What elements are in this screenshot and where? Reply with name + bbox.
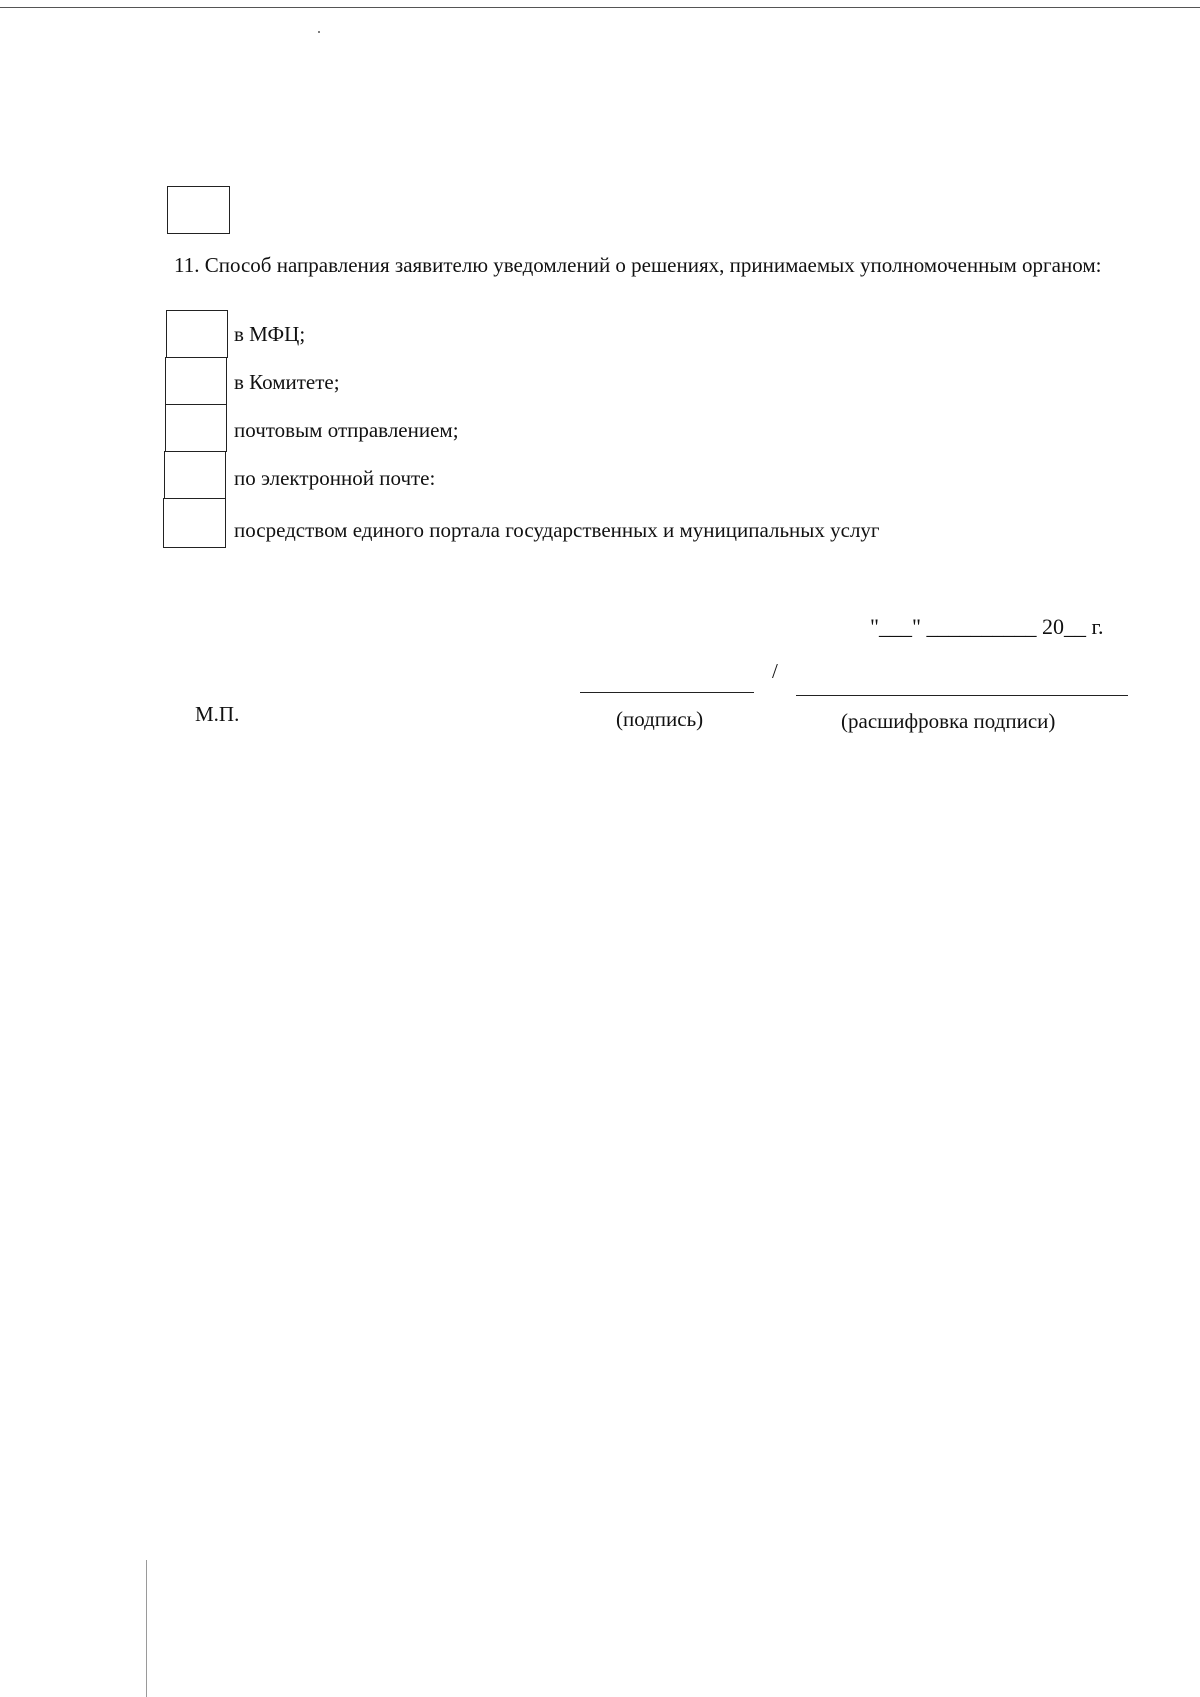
option-portal-checkbox[interactable]	[163, 498, 226, 548]
option-committee-checkbox[interactable]	[165, 357, 227, 405]
signature-separator: /	[772, 659, 778, 683]
page-top-edge	[0, 7, 1200, 8]
signature-line	[580, 692, 754, 693]
stamp-label: М.П.	[195, 702, 240, 726]
section-11-heading: 11. Способ направления заявителю уведомлений о решениях, принимаемых уполномоченным органом:	[174, 253, 1102, 277]
scan-speck	[318, 31, 320, 33]
decoding-caption: (расшифровка подписи)	[841, 709, 1056, 733]
decoding-line	[796, 695, 1128, 696]
previous-item-checkbox[interactable]	[167, 186, 230, 234]
page-left-edge	[146, 1560, 147, 1697]
option-mail-label: почтовым отправлением;	[234, 418, 459, 442]
option-email-checkbox[interactable]	[164, 451, 226, 499]
option-mail-checkbox[interactable]	[165, 404, 227, 452]
option-portal-label: посредством единого портала государственных и муниципальных услуг	[234, 518, 880, 542]
option-committee-label: в Комитете;	[234, 370, 340, 394]
option-mfc-label: в МФЦ;	[234, 322, 306, 346]
option-email-label: по электронной почте:	[234, 466, 436, 490]
date-line: "___" __________ 20__ г.	[870, 614, 1104, 639]
option-mfc-checkbox[interactable]	[166, 310, 228, 358]
signature-caption: (подпись)	[616, 707, 704, 731]
